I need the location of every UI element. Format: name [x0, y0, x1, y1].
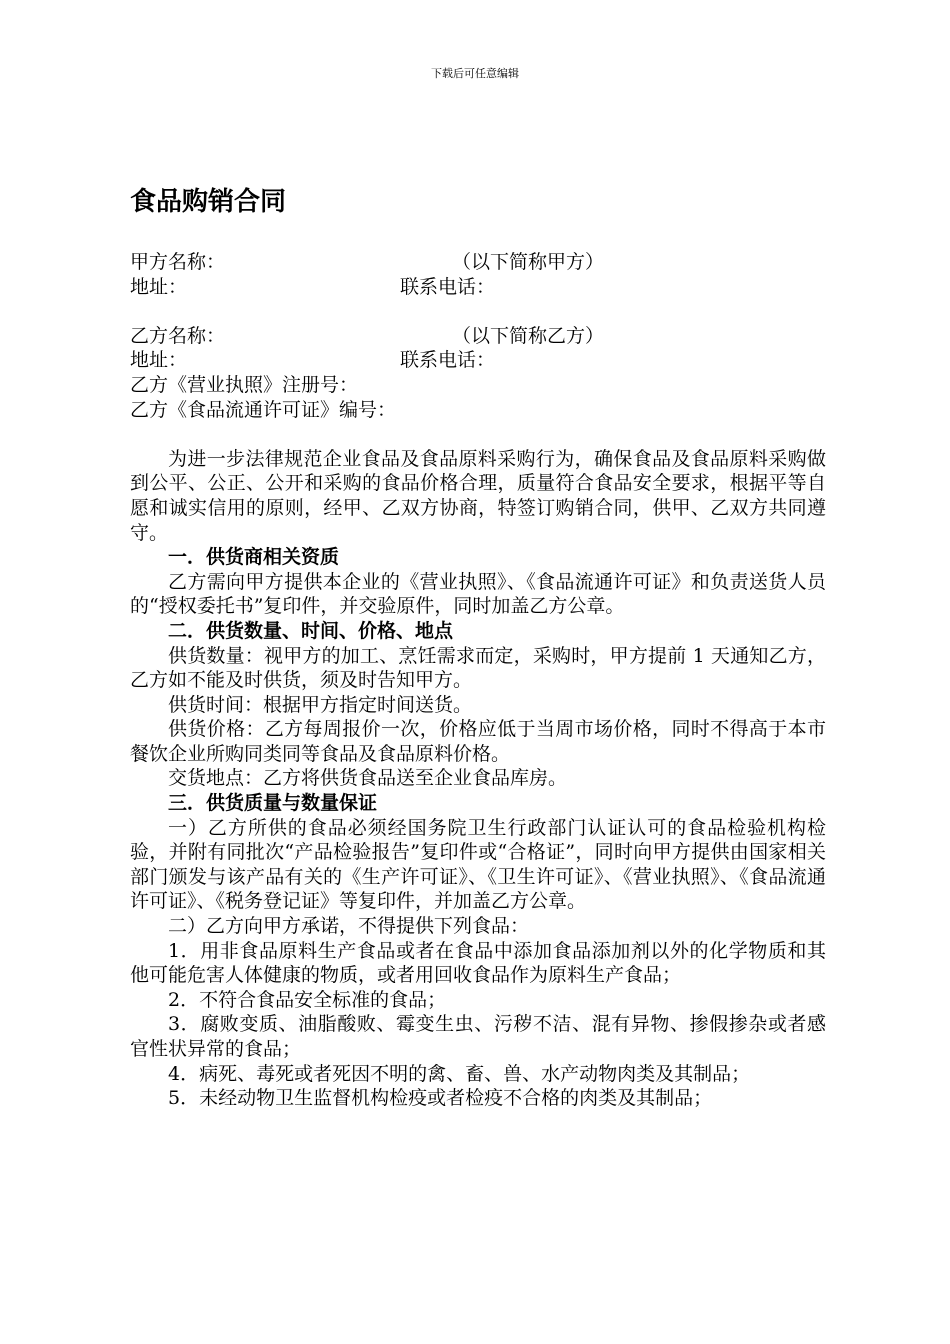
document-title: 食品购销合同 [130, 187, 287, 217]
list-item: 2．不符合食品安全标准的食品； [168, 988, 447, 1011]
section-2-location: 交货地点：乙方将供货食品送至企业食品库房。 [168, 767, 568, 790]
party-b-address-label: 地址： [130, 349, 188, 372]
list-item: 3．腐败变质、油脂酸败、霉变生虫、污秽不洁、混有异物、掺假掺杂或者感官性状异常的食品； [130, 1013, 826, 1060]
party-b-license-label: 乙方《营业执照》注册号： [130, 373, 359, 396]
section-1-heading: 一．供货商相关资质 [168, 546, 340, 569]
party-a-name-row [130, 250, 826, 275]
party-b-short-name: （以下简称乙方） [452, 324, 605, 347]
spacer [130, 299, 826, 324]
party-b-name-row [130, 324, 826, 349]
list-item: 4．病死、毒死或者死因不明的禽、畜、兽、水产动物肉类及其制品； [168, 1062, 751, 1085]
list-item: 5．未经动物卫生监督机构检疫或者检疫不合格的肉类及其制品； [168, 1087, 713, 1110]
header-note: 下载后可任意编辑 [431, 67, 519, 80]
party-a-name-label: 甲方名称： [130, 251, 226, 273]
section-2-quantity: 供货数量：视甲方的加工、烹饪需求而定，采购时，甲方提前 1 天通知乙方，乙方如不能及时供货，须及时告知甲方。 [130, 644, 826, 692]
spacer [130, 422, 826, 447]
party-b-name-label: 乙方名称： [130, 324, 226, 347]
party-a-phone-label: 联系电话： [400, 275, 496, 298]
contract-body [130, 250, 826, 1111]
section-2-price: 供货价格：乙方每周报价一次，价格应低于当周市场价格，同时不得高于本市餐饮企业所购同类同等食品及食品原料价格。 [130, 718, 826, 765]
section-3-clause-1: 一）乙方所供的食品必须经国务院卫生行政部门认证认可的食品检验机构检验，并附有同批次“产品检验报告”复印件或“合格证”，同时向甲方提供由国家相关部门颁发与该产品有关的《生产许可证》、《卫生许可证》、《营业执照》、《食品流通许可证》、《税务登记证》等复印件，并加盖乙方公章。 [130, 816, 826, 913]
party-a-short-name: （以下简称甲方） [452, 251, 605, 273]
party-b-permit-label: 乙方《食品流通许可证》编号： [130, 398, 397, 421]
party-a-address-row [130, 275, 826, 300]
party-b-phone-label: 联系电话： [400, 349, 496, 372]
section-3-heading: 三．供货质量与数量保证 [168, 792, 378, 815]
section-3-clause-2: 二）乙方向甲方承诺，不得提供下列食品： [168, 915, 530, 938]
party-b-address-row [130, 348, 826, 373]
section-1-text: 乙方需向甲方提供本企业的《营业执照》、《食品流通许可证》和负责送货人员的“授权委托书”复印件，并交验原件，同时加盖乙方公章。 [130, 570, 826, 618]
party-a-address-label: 地址： [130, 275, 188, 298]
list-item: 1．用非食品原料生产食品或者在食品中添加食品添加剂以外的化学物质和其他可能危害人体健康的物质，或者用回收食品作为原料生产食品； [130, 939, 826, 987]
section-2-heading: 二．供货数量、时间、价格、地点 [168, 619, 454, 642]
intro-paragraph: 为进一步法律规范企业食品及食品原料采购行为，确保食品及食品原料采购做到公平、公正、公开和采购的食品价格合理，质量符合食品安全要求，根据平等自愿和诚实信用的原则，经甲、乙双方协商，特签订购销合同，供甲、乙双方共同遵守。 [130, 447, 826, 544]
section-2-time: 供货时间：根据甲方指定时间送货。 [168, 693, 473, 716]
